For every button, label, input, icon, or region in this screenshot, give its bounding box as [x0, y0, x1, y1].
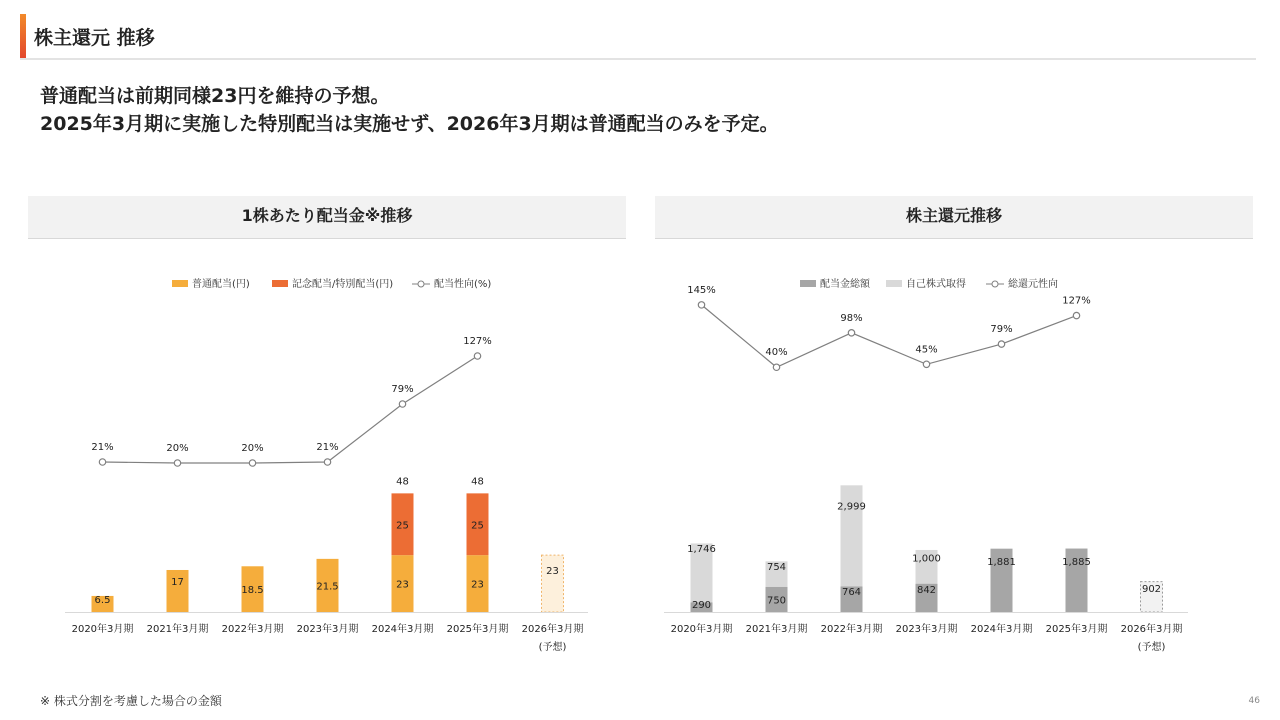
line-point-1-0	[698, 302, 704, 308]
bar-0-base-6	[542, 555, 564, 612]
line-point-1-1	[773, 364, 779, 370]
bar-label-1-stack-3: 1,000	[912, 553, 941, 565]
line-label-1-4: 79%	[990, 324, 1013, 336]
line-label-0-5: 127%	[463, 336, 492, 347]
line-point-1-3	[923, 361, 929, 367]
lead-line-1: 普通配当は前期同様23円を維持の予想。	[40, 85, 390, 107]
bar-label-0-base-2: 18.5	[241, 585, 264, 597]
page-title: 株主還元 推移	[34, 27, 155, 49]
line-label-1-5: 127%	[1062, 295, 1091, 307]
bar-label-0-base-4: 23	[396, 579, 409, 591]
x-tick-1-4: 2024年3月期	[970, 624, 1033, 635]
line-label-0-4: 79%	[391, 384, 414, 395]
bar-total-0-4: 48	[396, 476, 409, 488]
legend-marker-1	[992, 281, 998, 287]
legend-marker-0	[418, 281, 424, 287]
bar-label-0-stack-4: 25	[396, 520, 409, 532]
line-point-0-4	[399, 401, 405, 407]
bar-label-0-base-0: 6.5	[94, 595, 111, 606]
line-label-1-1: 40%	[765, 347, 788, 359]
bar-label-1-base-1: 750	[766, 595, 787, 607]
line-point-0-5	[474, 353, 480, 359]
line-label-1-2: 98%	[840, 312, 863, 324]
x-tick-1-1: 2021年3月期	[745, 624, 808, 635]
bar-label-1-stack-1: 754	[766, 561, 787, 573]
line-label-0-0: 21%	[91, 442, 114, 453]
bar-label-1-stack-2: 2,999	[837, 501, 866, 513]
bar-total-0-5: 48	[471, 476, 484, 488]
legend-label-0-0: 普通配当(円)	[192, 279, 250, 290]
x-tick-1-6: 2026年3月期	[1120, 624, 1183, 635]
lead-line-2: 2025年3月期に実施した特別配当は実施せず、2026年3月期は普通配当のみを予定。	[40, 113, 779, 135]
bar-label-1-base-5: 1,885	[1062, 557, 1091, 568]
line-point-0-1	[174, 460, 180, 466]
line-point-0-2	[249, 460, 255, 466]
bar-label-0-base-1: 17	[171, 577, 184, 588]
x-tick-1-2: 2022年3月期	[820, 624, 883, 635]
legend-label-1-0: 配当金総額	[820, 279, 870, 290]
line-label-1-0: 145%	[687, 284, 716, 296]
bar-label-1-base-6: 902	[1141, 584, 1162, 595]
line-point-1-4	[998, 341, 1004, 347]
x-tick-0-2: 2022年3月期	[221, 624, 284, 635]
line-0	[103, 356, 478, 463]
x-tick-1-0: 2020年3月期	[670, 624, 733, 635]
line-label-0-1: 20%	[166, 443, 189, 454]
line-label-0-3: 21%	[316, 442, 339, 453]
line-label-0-2: 20%	[241, 443, 264, 454]
x-tick-0-1: 2021年3月期	[146, 624, 209, 635]
bar-label-1-stack-0: 1,746	[687, 544, 716, 556]
x-tick-0-0: 2020年3月期	[71, 624, 134, 635]
legend-label-0-2: 配当性向(%)	[434, 279, 492, 290]
legend-label-1-1: 自己株式取得	[906, 279, 966, 290]
line-point-0-3	[324, 459, 330, 465]
dividend-chart-title: 1株あたり配当金※推移	[28, 196, 626, 239]
legend-swatch-1-1	[886, 280, 902, 287]
x-tick-0-5: 2025年3月期	[446, 624, 509, 635]
line-1	[702, 305, 1077, 367]
line-point-1-2	[848, 330, 854, 336]
legend-swatch-1-0	[800, 280, 816, 287]
x-tick-1-3: 2023年3月期	[895, 624, 958, 635]
x-tick-sub-0-6: (予想)	[538, 642, 567, 653]
bar-label-1-base-0: 290	[691, 600, 712, 611]
bar-label-0-base-3: 21.5	[316, 581, 339, 593]
x-tick-1-5: 2025年3月期	[1045, 624, 1108, 635]
x-tick-0-4: 2024年3月期	[371, 624, 434, 635]
x-tick-0-3: 2023年3月期	[296, 624, 359, 635]
bar-label-1-base-3: 842	[916, 585, 937, 596]
bar-label-1-base-2: 764	[841, 587, 862, 598]
footnote: ※ 株式分割を考慮した場合の金額	[40, 694, 222, 708]
legend-swatch-0-0	[172, 280, 188, 287]
legend-swatch-0-1	[272, 280, 288, 287]
bar-label-0-stack-5: 25	[471, 520, 484, 532]
page-number: 46	[1248, 696, 1260, 706]
x-tick-0-6: 2026年3月期	[521, 624, 584, 635]
return-chart-title: 株主還元推移	[655, 196, 1253, 239]
line-point-0-0	[99, 459, 105, 465]
legend-label-1-2: 総還元性向	[1008, 279, 1058, 290]
legend-label-0-1: 記念配当/特別配当(円)	[292, 279, 394, 290]
bar-label-0-base-5: 23	[471, 579, 484, 591]
bar-label-0-base-6: 23	[546, 566, 559, 577]
x-tick-sub-1-6: (予想)	[1137, 642, 1166, 653]
line-point-1-5	[1073, 312, 1079, 318]
bar-label-1-base-4: 1,881	[987, 557, 1016, 568]
line-label-1-3: 45%	[915, 344, 938, 356]
